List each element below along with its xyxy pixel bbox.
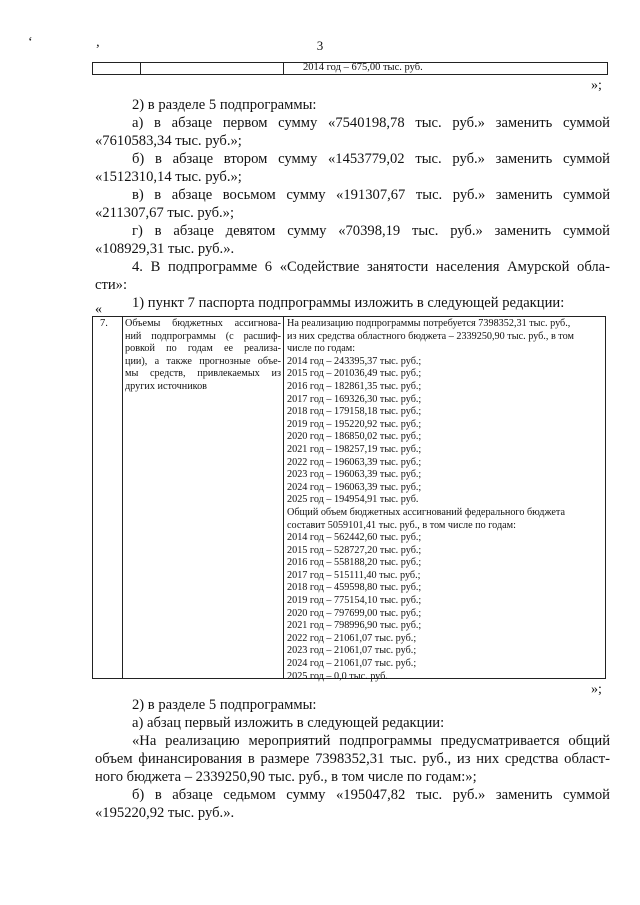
paragraph-line: г) в абзаце девятом сумму «70398,19 тыс. руб.» заменить суммой <box>132 223 610 239</box>
closing-quote: »; <box>591 682 602 697</box>
cell-line: 2015 год – 528727,20 тыс. руб.; <box>287 544 422 556</box>
cell-line: 2019 год – 775154,10 тыс. руб.; <box>287 595 422 607</box>
paragraph-line: объем финансирования в размере 7398352,31 тыс. руб., из них средства област- <box>95 751 610 767</box>
table-description-cell <box>125 318 281 394</box>
cell-line: Объемы бюджетных ассигнова- <box>125 318 281 329</box>
table-cell: 2014 год – 675,00 тыс. руб. <box>303 62 423 73</box>
cell-line: других источников <box>125 380 207 392</box>
paragraph-line: в) в абзаце восьмом сумму «191307,67 тыс. руб.» заменить суммой <box>132 187 610 203</box>
paragraph-line: б) в абзаце седьмом сумму «195047,82 тыс. руб.» заменить суммой <box>132 787 610 803</box>
cell-line: 2022 год – 196063,39 тыс. руб.; <box>287 456 422 468</box>
table-row-number: 7. <box>100 318 108 329</box>
cell-line: 2018 год – 459598,80 тыс. руб.; <box>287 582 422 594</box>
cell-line: 2019 год – 195220,92 тыс. руб.; <box>287 418 422 430</box>
paragraph-line: сти»: <box>95 277 128 293</box>
cell-line: 2025 год – 0,0 тыс. руб. <box>287 670 388 682</box>
cell-line: 2023 год – 21061,07 тыс. руб.; <box>287 645 417 657</box>
page-number: 3 <box>316 38 324 53</box>
paragraph-line: «195220,92 тыс. руб.». <box>95 805 235 821</box>
paragraph-line: «211307,67 тыс. руб.»; <box>95 205 235 221</box>
closing-quote: »; <box>591 78 602 93</box>
cell-line: 2021 год – 798996,90 тыс. руб.; <box>287 620 422 632</box>
cell-line: 2020 год – 797699,00 тыс. руб.; <box>287 607 422 619</box>
cell-line: 2023 год – 196063,39 тыс. руб.; <box>287 469 422 481</box>
paragraph-line: 1) пункт 7 паспорта подпрограммы изложить в следующей редакции: <box>132 295 565 311</box>
cell-line: 2025 год – 194954,91 тыс. руб. <box>287 494 419 506</box>
paragraph-line: а) в абзаце первом сумму «7540198,78 тыс. руб.» заменить суммой <box>132 115 610 131</box>
paragraph-line: 4. В подпрограмме 6 «Содействие занятости населения Амурской обла- <box>132 259 610 275</box>
cell-line: ровкой по годам ее реализа- <box>125 343 281 355</box>
table-value-cell <box>287 318 603 683</box>
table-divider <box>122 317 123 678</box>
section-heading: 2) в разделе 5 подпрограммы: <box>132 97 317 113</box>
cell-line: 2014 год – 562442,60 тыс. руб.; <box>287 532 422 544</box>
cell-line: 2016 год – 558188,20 тыс. руб.; <box>287 557 422 569</box>
cell-line: 2017 год – 515111,40 тыс. руб.; <box>287 569 421 581</box>
cell-line: 2024 год – 196063,39 тыс. руб.; <box>287 481 422 493</box>
top-table-fragment <box>92 62 608 75</box>
opening-quote: « <box>95 302 102 317</box>
cell-line: из них средства областного бюджета – 2339250,90 тыс. руб., в том <box>287 330 574 342</box>
paragraph-line: а) абзац первый изложить в следующей редакции: <box>132 715 445 731</box>
paragraph-line: «1512310,14 тыс. руб.»; <box>95 169 242 185</box>
paragraph-line: «На реализацию мероприятий подпрограммы предусматривается общий <box>132 733 610 749</box>
cell-line: 2024 год – 21061,07 тыс. руб.; <box>287 658 417 670</box>
cell-line: 2016 год – 182861,35 тыс. руб.; <box>287 380 422 392</box>
paragraph-line: б) в абзаце втором сумму «1453779,02 тыс. руб.» заменить суммой <box>132 151 610 167</box>
cell-line: 2015 год – 201036,49 тыс. руб.; <box>287 368 422 380</box>
cell-line: 2018 год – 179158,18 тыс. руб.; <box>287 406 422 418</box>
table-divider <box>140 63 141 74</box>
cell-line: На реализацию подпрограммы потребуется 7398352,31 тыс. руб., <box>287 318 571 329</box>
cell-line: мы средств, привлекаемых из <box>125 368 281 380</box>
cell-line: 2014 год – 243395,37 тыс. руб.; <box>287 355 422 367</box>
cell-line: 2020 год – 186850,02 тыс. руб.; <box>287 431 422 443</box>
paragraph-line: «108929,31 тыс. руб.». <box>95 241 235 257</box>
scan-marks: ‘ , <box>28 35 130 50</box>
cell-line: числе по годам: <box>287 343 356 355</box>
paragraph-line: «7610583,34 тыс. руб.»; <box>95 133 242 149</box>
table-divider <box>283 63 284 74</box>
cell-line: 2017 год – 169326,30 тыс. руб.; <box>287 393 422 405</box>
table-divider <box>283 317 284 678</box>
section-heading: 2) в разделе 5 подпрограммы: <box>132 697 317 713</box>
cell-line: ний подпрограммы (с расшиф- <box>125 330 281 342</box>
cell-line: 2022 год – 21061,07 тыс. руб.; <box>287 632 417 644</box>
cell-line: ции), а также прогнозные объе- <box>125 355 281 367</box>
cell-line: Общий объем бюджетных ассигнований федерального бюджета <box>287 506 565 518</box>
cell-line: 2021 год – 198257,19 тыс. руб.; <box>287 443 422 455</box>
paragraph-line: ного бюджета – 2339250,90 тыс. руб., в том числе по годам:»; <box>95 769 477 785</box>
cell-line: составит 5059101,41 тыс. руб., в том числе по годам: <box>287 519 516 531</box>
